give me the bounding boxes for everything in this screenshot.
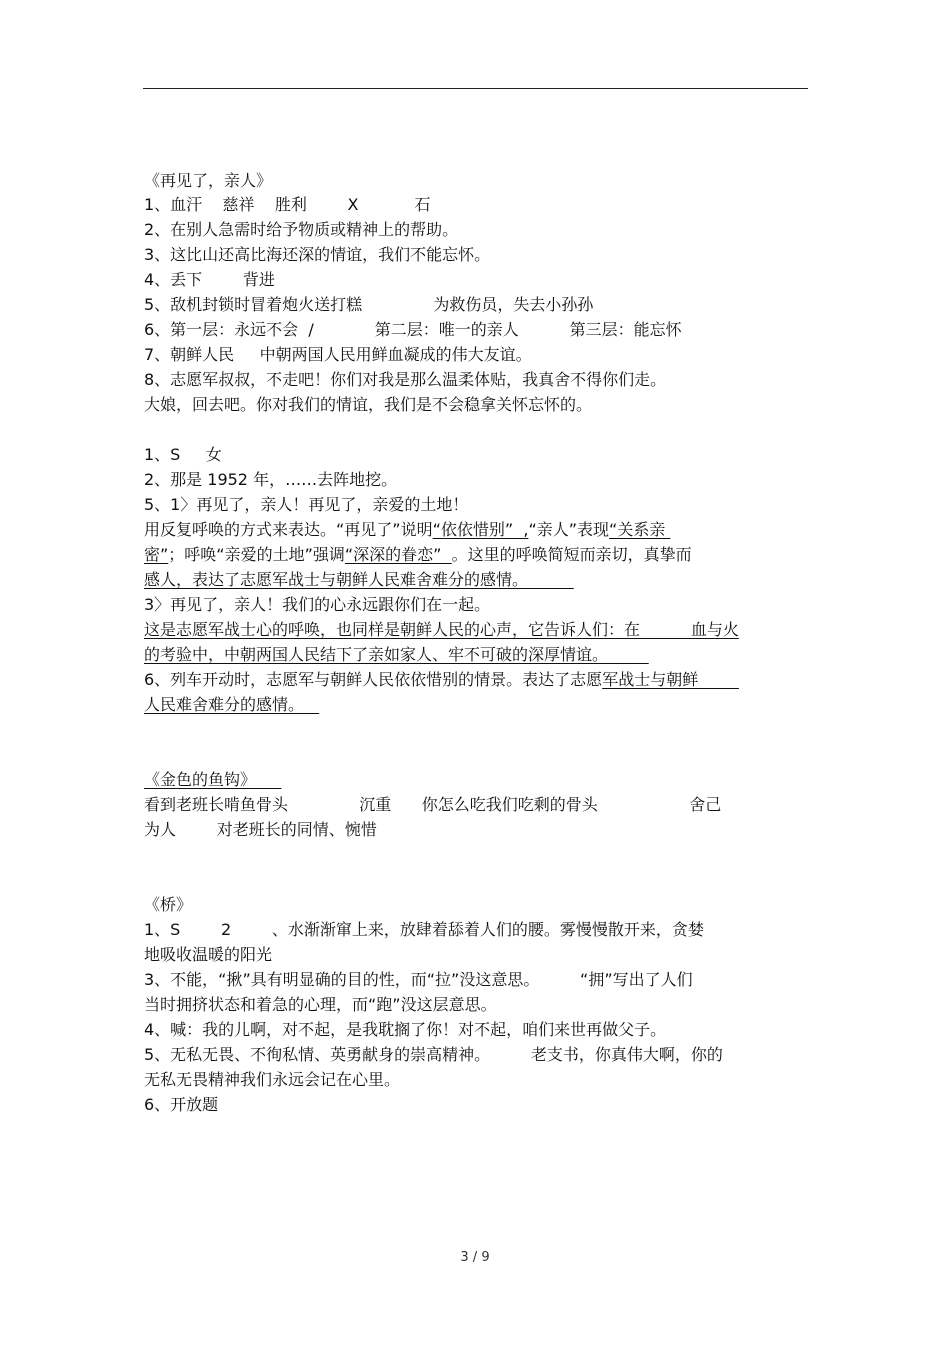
- answer-line: [144, 520, 670, 540]
- section-title-zaijian: 《再见了，亲人》: [144, 171, 273, 190]
- underlined-answer: “依依惜别” ,: [432, 520, 529, 539]
- underlined-answer: “关系亲: [609, 520, 671, 539]
- answer-line: 当时拥挤状态和着急的心理，而“跑”没这层意思。: [144, 995, 497, 1014]
- answer-line: 2、在别人急需时给予物质或精神上的帮助。: [144, 220, 459, 239]
- answer-line: 5、1〉再见了，亲人！再见了，亲爱的土地！: [144, 495, 469, 514]
- answer-line: 6、开放题: [144, 1095, 219, 1114]
- underlined-answer: 的考验中，中朝两国人民结下了亲如家人、牢不可破的深厚情谊。: [144, 645, 649, 664]
- text-run: 。这里的呼唤简短而亲切，真挚而: [451, 545, 692, 564]
- answer-line: 8、志愿军叔叔，不走吧！你们对我是那么温柔体贴，我真舍不得你们走。: [144, 370, 667, 389]
- answer-line: 3、这比山还高比海还深的情谊，我们不能忘怀。: [144, 245, 491, 264]
- answer-line: 6、第一层：永远不会 / 第二层：唯一的亲人 第三层：能忘怀: [144, 320, 682, 339]
- answer-line: 5、无私无畏、不徇私情、英勇献身的崇高精神。 老支书，你真伟大啊，你的: [144, 1045, 723, 1064]
- answer-line: 1、血汗 慈祥 胜利 X 石: [144, 195, 431, 214]
- answer-line: 3、不能，“揪”具有明显确的目的性，而“拉”没这意思。 “拥”写出了人们: [144, 970, 693, 989]
- answer-line: 看到老班长啃鱼骨头 沉重 你怎么吃我们吃剩的骨头 舍己: [144, 795, 722, 814]
- underlined-answer: 人民难舍难分的感情。: [144, 695, 320, 714]
- answer-line: 5、敌机封锁时冒着炮火送打糕 为救伤员，失去小孙孙: [144, 295, 594, 314]
- text-run: ；呼唤“亲爱的土地”强调: [168, 545, 345, 564]
- answer-line: [144, 670, 739, 690]
- answer-line: 4、丢下 背进: [144, 270, 275, 289]
- answer-line: 1、S 女: [144, 445, 222, 464]
- answer-line: 无私无畏精神我们永远会记在心里。: [144, 1070, 401, 1089]
- underlined-answer: 密”: [144, 545, 169, 564]
- header-rule: [143, 88, 808, 89]
- text-run: 6、列车开动时，志愿军与朝鲜人民依依惜别的情景。表达了志愿: [144, 670, 603, 689]
- answer-line: 为人 对老班长的同情、惋惜: [144, 820, 377, 839]
- section-title-qiao: 《桥》: [144, 895, 193, 914]
- underlined-answer: 感人，表达了志愿军战士与朝鲜人民难舍难分的感情。: [144, 570, 574, 589]
- underlined-answer: 军战士与朝鲜: [602, 670, 739, 689]
- underlined-answer: “深深的眷恋”: [344, 545, 452, 564]
- answer-line: 1、S 2 、水渐渐窜上来，放肆着舔着人们的腰。雾慢慢散开来，贪婪: [144, 920, 704, 939]
- text-run: “亲人”表现: [528, 520, 610, 539]
- underlined-answer: 这是志愿军战士心的呼唤，也同样是朝鲜人民的心声，它告诉人们：在 血与火: [144, 620, 739, 639]
- answer-line: 大娘，回去吧。你对我们的情谊，我们是不会稳拿关怀忘怀的。: [144, 395, 593, 414]
- section-title-jinse-yugou: 《金色的鱼钩》: [144, 770, 282, 789]
- answer-line: 地吸收温暖的阳光: [144, 945, 273, 964]
- answer-line: 7、朝鲜人民 中朝两国人民用鲜血凝成的伟大友谊。: [144, 345, 532, 364]
- answer-line: 3〉再见了，亲人！我们的心永远跟你们在一起。: [144, 595, 491, 614]
- answer-line: 2、那是 1952 年，……去阵地挖。: [144, 470, 398, 489]
- answer-line: [144, 545, 692, 565]
- answer-line: 4、喊：我的儿啊，对不起，是我耽搁了你！对不起，咱们来世再做父子。: [144, 1020, 667, 1039]
- text-run: 用反复呼唤的方式来表达。“再见了”说明: [144, 520, 433, 539]
- page-number: 3 / 9: [460, 1250, 490, 1265]
